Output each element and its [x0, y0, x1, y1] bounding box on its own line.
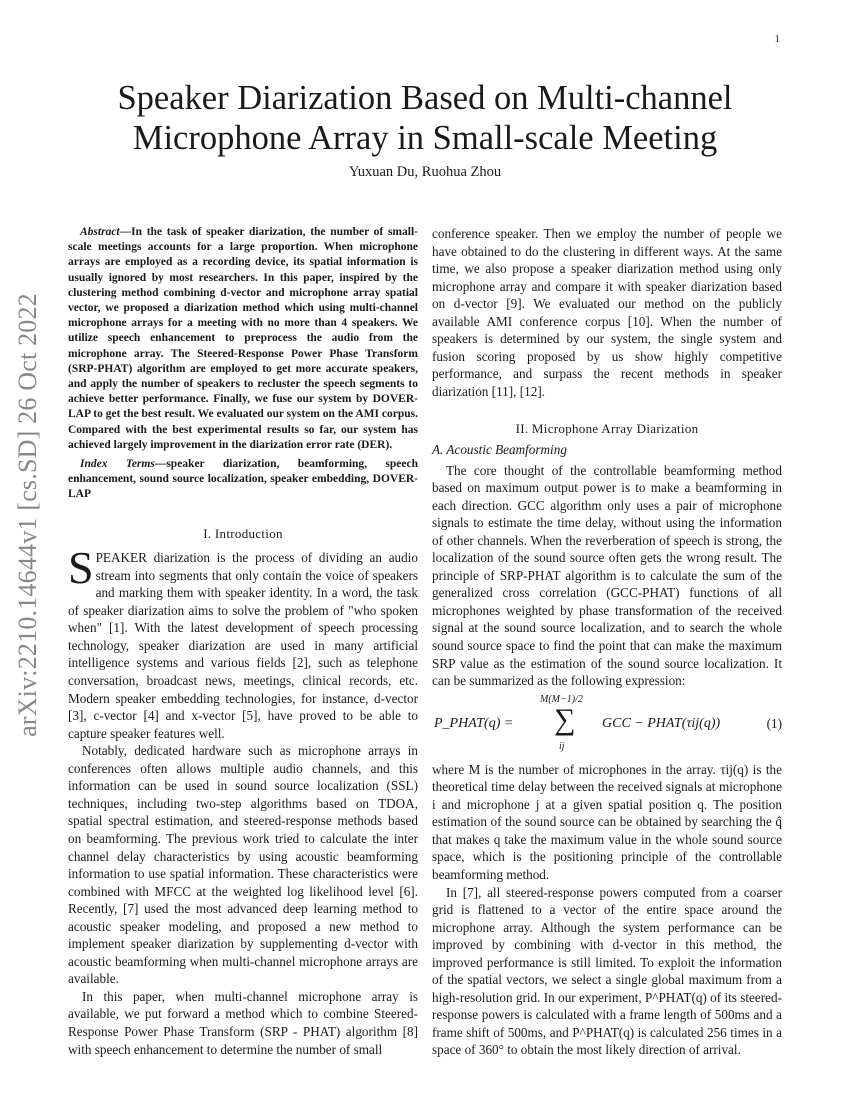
abstract-label: Abstract	[80, 226, 120, 238]
equation-sum-symbol: ∑	[554, 702, 576, 736]
title-line-1: Speaker Diarization Based on Multi-channel	[117, 79, 733, 117]
equation-rhs: GCC − PHAT(τij(q))	[602, 715, 721, 731]
intro-paragraph-3: In this paper, when multi-channel microphone array is available, we put forward a method which to combine Steered-Response Power Phase Transform (SRP - PHAT) algorithm [8] with speech enhancement to determine the number of small	[68, 988, 418, 1057]
intro-paragraph-2: Notably, dedicated hardware such as microphone arrays in conferences often allows multiple audio channels, and this information can be used in sound source localization (SSL) techniques, including two-step algorithms based on TDOA, spatial spectral estimation, and steered-response methods based on beamforming. The previous work tried to calculate the inter channel delay characteristics by using acoustic beamforming information to use spatial information. These characteristics were combined with MFCC at the weighted log likelihood level [6]. Recently, [7] used the most advanced deep learning method to acoustic speaker modeling, and proposed a new method to implement speaker diarization by supplementing d-vector with acoustic beamforming when multi-channel microphone arrays are available.	[68, 743, 418, 987]
intro-paragraph-1	[68, 542, 418, 742]
equation-number: (1)	[766, 715, 782, 731]
equation-lhs: P_PHAT(q) =	[434, 715, 514, 731]
index-terms-label: Index Terms	[80, 458, 155, 471]
equation-1	[432, 693, 782, 757]
arxiv-stamp	[8, 270, 48, 760]
abstract	[68, 225, 418, 453]
title-line-2: Microphone Array in Small-scale Meeting	[132, 119, 718, 157]
index-terms	[68, 457, 418, 503]
section-heading-introduction: I. Introduction	[203, 525, 283, 541]
section-heading-microphone-array: II. Microphone Array Diarization	[515, 421, 699, 437]
equation-sum-upper: M(M−1)/2	[540, 693, 583, 705]
left-column	[68, 225, 418, 1058]
intro-paragraph-1-text: PEAKER diarization is the process of dividing an audio stream into segments that only contain the voice of speakers and marking them with speaker identity. In a word, the task of speaker diarization aims to solve the problem of "who spoken when" [1]. With the latest development of speech processing technology, speaker diarization are used in many artificial intelligence systems and various fields [2], such as telephone conversation, broadcast news, meetings, clinical records, etc. Modern speaker embedding technologies, for instance, d-vector [3], c-vector [4] and x-vector [5], have proved to be able to capture speaker features well.	[68, 550, 418, 741]
equation-sum-lower: ij	[559, 740, 565, 752]
right-column	[432, 225, 782, 1059]
paper-title	[68, 78, 782, 158]
arxiv-stamp-text: arXiv:2210.14644v1 [cs.SD] 26 Oct 2022	[13, 293, 42, 737]
authors: Yuxuan Du, Ruohua Zhou	[348, 164, 502, 180]
subsection-heading-beamforming: A. Acoustic Beamforming	[432, 442, 567, 458]
beamforming-paragraph-2: where M is the number of microphones in the array. τij(q) is the theoretical time delay between the received signals at microphone i and microphone j at a given spatial position q. The position estimation of the sound source can be obtained by searching the q̂ that makes q take the maximum value in the whole sound source space, which is the positioning principle of the controllable beamforming method.	[432, 761, 782, 882]
beamforming-paragraph-1: The core thought of the controllable beamforming method based on maximum output power is to make a beamforming in each direction. GCC algorithm only uses a pair of microphone signals to estimate the time delay, without using the information of other channels. When the reverberation of speech is strong, the localization of the sound source often gets the wrong result. The principle of SRP-PHAT algorithm is to calculate the sum of the generalized cross correlation (GCC-PHAT) functions of all microphones weighted by phase transformation of the received signal at the sound source localization, and to search the whole sound source space to find the point that can make the maximum SRP value as the estimation of the sound source localization. It can be summarized as the following expression:	[432, 462, 782, 689]
page-number: 1	[774, 33, 780, 45]
index-terms-text: —speaker diarization, beamforming, speech enhancement, sound source localization, speaker embedding, DOVER-LAP	[68, 458, 418, 501]
drop-cap: S	[68, 542, 94, 594]
abstract-text: —In the task of speaker diarization, the number of small-scale meetings accounts for a large proportion. When microphone arrays are employed as a recording device, its spatial information is usually ignored by most researchers. In this paper, inspired by the clustering method combining d-vector and microphone array spatial vector, we proposed a diarization method which using multi-channel microphone arrays for a meeting with no more than 4 speakers. We utilize speech enhancement to preprocess the audio from the microphone array. The Steered-Response Power Phase Transform (SRP-PHAT) algorithm are employed to get more accurate speakers, and apply the number of speakers to recluster the speech segments to achieve better performance. Finally, we fuse our system by DOVER-LAP to get the best result. We evaluated our system on the AMI corpus. Compared with the best experimental results so far, our system has achieved largely improvement in the diarization error rate (DER).	[68, 226, 418, 451]
beamforming-paragraph-3: In [7], all steered-response powers computed from a coarser grid is flattened to a vector of the entire space around the microphone array. Although the system performance can be improved by combining with d-vector in this method, the improved performance is still limited. To exploit the information of the spatial vectors, we select a single global maximum from a high-resolution grid. In our experiment, P^PHAT(q) of its steered-response powers is calculated with a frame length of 500ms and a frame shift of 500ms, and P^PHAT(q) is calculated 256 times in a space of 360° to obtain the most likely direction of arrival.	[432, 884, 782, 1058]
intro-paragraph-continued: conference speaker. Then we employ the number of people we have obtained to do the clustering in different ways. At the same time, we also propose a speaker diarization method using only microphone array and compare it with speaker diarization based on d-vector [9]. We evaluated our method on the publicly available AMI conference corpus [10]. When the number of speakers is determined by our system, the single system and fusion scoring proposed by us show highly competitive performance, and surpass the recent methods in speaker diarization [11], [12].	[432, 226, 782, 399]
